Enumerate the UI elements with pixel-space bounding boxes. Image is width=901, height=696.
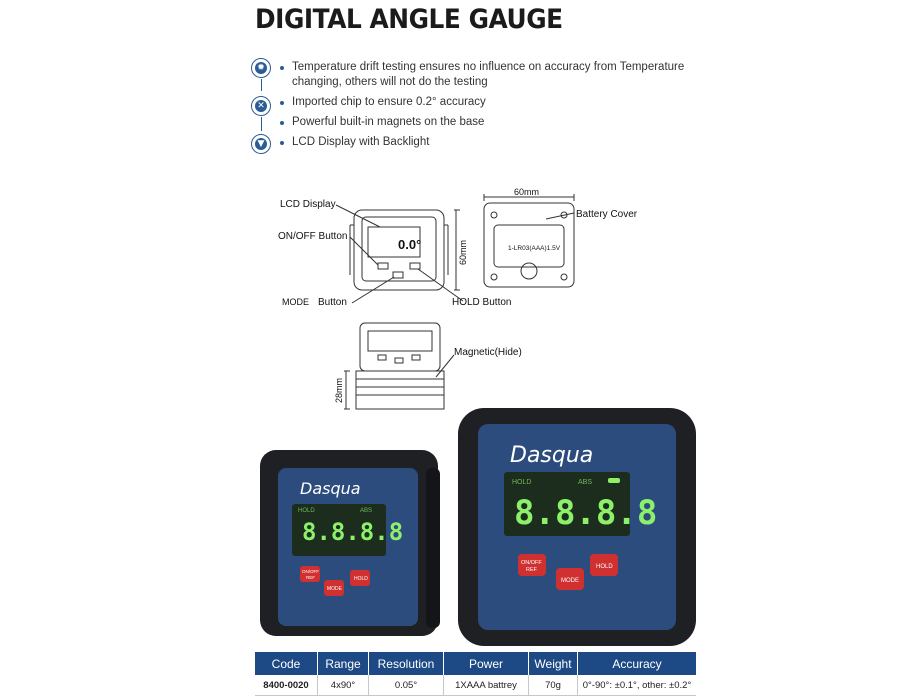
table-cell: 8400-0020: [255, 675, 318, 696]
hold-button-label: HOLD Button: [452, 297, 512, 308]
table-cell: 70g: [529, 675, 578, 696]
table-cell: 4x90°: [318, 675, 369, 696]
table-header-row: [255, 652, 696, 675]
brand-logo: Dasqua: [510, 443, 594, 468]
lcd-abs-indicator: ABS: [360, 508, 373, 514]
table-cell: 0.05°: [369, 675, 444, 696]
gear-icon: ✹: [251, 58, 271, 78]
product-photo-large: [458, 408, 696, 646]
mode-label: MODE: [327, 586, 342, 592]
button-label: Button: [318, 297, 347, 308]
on-off-label: ON/OFF: [521, 560, 542, 566]
mode-label: MODE: [561, 578, 579, 584]
trophy-icon: ▼: [251, 134, 271, 154]
product-photos: [260, 408, 700, 648]
lcd-hold-indicator: HOLD: [298, 508, 315, 514]
table-header: Resolution: [369, 652, 444, 675]
mode-label: MODE: [282, 297, 309, 307]
width-dimension: 60mm: [514, 187, 540, 197]
feature-text: LCD Display with Backlight: [292, 136, 430, 148]
feature-text: Temperature drift testing ensures no influence on accuracy from Temperature: [292, 61, 685, 73]
table-cell: 0°-90°: ±0.1°, other: ±0.2°: [578, 675, 697, 696]
battery-icon: [608, 478, 620, 483]
hold-label: HOLD: [596, 564, 613, 570]
feature-text: Imported chip to ensure 0.2° accuracy: [292, 96, 486, 108]
technical-diagram: [270, 185, 638, 410]
feature-icon-column: [251, 58, 273, 158]
height-dimension: 60mm: [458, 239, 468, 265]
table-header: Weight: [529, 652, 578, 675]
hold-label: HOLD: [354, 576, 368, 582]
ref-label: REF: [306, 575, 315, 580]
table-header: Range: [318, 652, 369, 675]
side-view-body: [360, 323, 440, 371]
magnet-base: [356, 371, 444, 409]
lcd-digits: 8.8.8.8: [514, 493, 658, 533]
table-cell: 1XAAA battrey: [444, 675, 529, 696]
divider: [261, 117, 262, 131]
feature-text-continued: changing, others will not do the testing: [292, 76, 488, 88]
tools-icon: ✕: [251, 96, 271, 116]
divider: [261, 79, 262, 91]
brand-logo: Dasqua: [300, 479, 361, 498]
ref-label: REF: [526, 567, 537, 573]
table-header: Code: [255, 652, 318, 675]
lcd-digits: 8.8.8.8: [302, 518, 404, 546]
page-title: DIGITAL ANGLE GAUGE: [255, 4, 563, 35]
table-header: Power: [444, 652, 529, 675]
table-header: Accuracy: [578, 652, 697, 675]
magnetic-label: Magnetic(Hide): [454, 347, 522, 358]
lcd-hold-indicator: HOLD: [512, 479, 532, 486]
on-off-label: ON/OFF: [302, 569, 319, 574]
lcd-abs-indicator: ABS: [578, 479, 593, 486]
lcd-reading: 0.0°: [398, 237, 422, 252]
depth-dimension: 28mm: [334, 377, 344, 403]
battery-spec-text: 1-LR03(AAA)1.5V: [508, 245, 561, 252]
table-row: [255, 675, 696, 696]
battery-cover-label: Battery Cover: [576, 209, 638, 220]
on-off-button-label: ON/OFF Button: [278, 231, 348, 242]
spec-table: [255, 652, 696, 696]
lcd-display-label: LCD Display: [280, 199, 336, 210]
product-photo-small: [260, 450, 440, 636]
feature-text: Powerful built-in magnets on the base: [292, 116, 485, 128]
